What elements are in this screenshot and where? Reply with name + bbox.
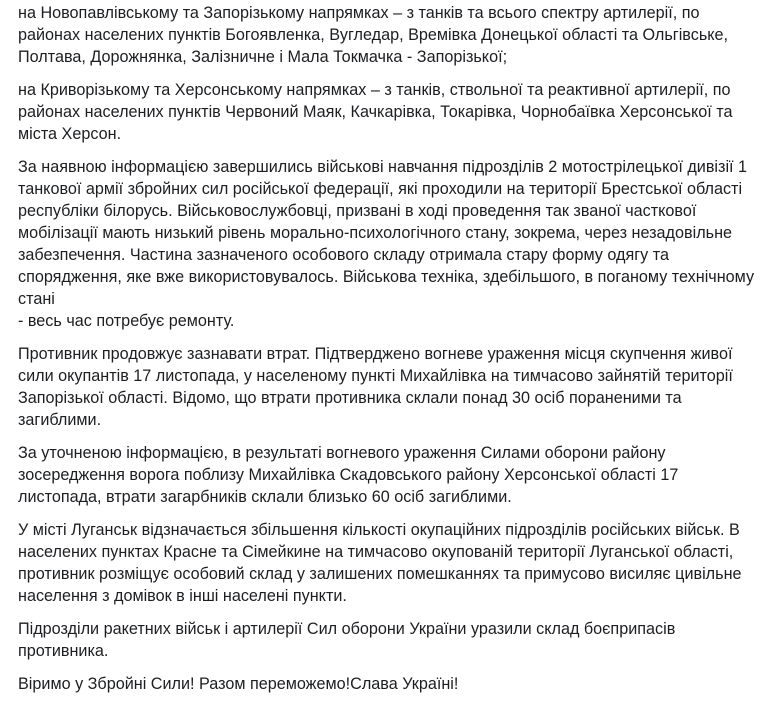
paragraph-enemy-losses: Противник продовжує зазнавати втрат. Підтверджено вогневе ураження місця скупчення живої сили окупантів 17 листопада, у населеному пункті Михайлівка на тимчасово зайнятій території Запорізької області. Відомо, що втрати противника склали понад 30 осіб пораненими та загиблими. (18, 345, 733, 429)
paragraph-belarus-training: За наявною інформацією завершились військові навчання підрозділів 2 мотострілецької дивізії 1 танкової армії збройних сил російської федерації, які проходили на території Брестської області республіки білорусь. Військовослужбовці, призвані в ході проведення так званої часткової мобілізації мають низький рівень морально-психологічного стану, зокрема, через незадовільне забезпечення. Частина зазначеного особового складу отримала стару форму одягу та спорядження, яке вже використовувалось. Військова техніка, здебільшого, в поганому технічному стані - весь час потребує ремонту. (18, 158, 755, 330)
paragraph-ammo-depot: Підрозділи ракетних військ і артилерії Сил оборони України уразили склад боєприпасів противника. (18, 620, 676, 660)
paragraph-closing: Віримо у Збройні Сили! Разом переможемо!Слава Україні! (18, 675, 459, 693)
paragraph-novopavlivka-direction: на Новопавлівському та Запорізькому напрямках – з танків та всього спектру артилерії, по районах населених пунктів Богоявленка, Вугледар, Времівка Донецької області та Ольгівське, Полтава, Дорожнянка, Залізничне і Мала Токмачка - Запорізької; (18, 4, 729, 66)
paragraph-mykhailivka-strike: За уточненою інформацією, в результаті вогневого ураження Силами оборони району зосередження ворога поблизу Михайлівка Скадовського району Херсонської області 17 листопада, втрати загарбників склали близько 60 осіб загиблими. (18, 444, 679, 506)
paragraph-kryvyi-rih-direction: на Криворізькому та Херсонському напрямках – з танків, ствольної та реактивної артилерії, по районах населених пунктів Червоний Маяк, Качкарівка, Токарівка, Чорнобаївка Херсонської та міста Херсон. (18, 81, 733, 143)
paragraph-luhansk: У місті Луганськ відзначається збільшення кількості окупаційних підрозділів російських військ. В населених пунктах Красне та Сімейкине на тимчасово окупованій території Луганської області, противник розміщує особовий склад у залишених помешканнях та примусово висиляє цивільне населення з домівок в інші населені пункти. (18, 521, 742, 605)
